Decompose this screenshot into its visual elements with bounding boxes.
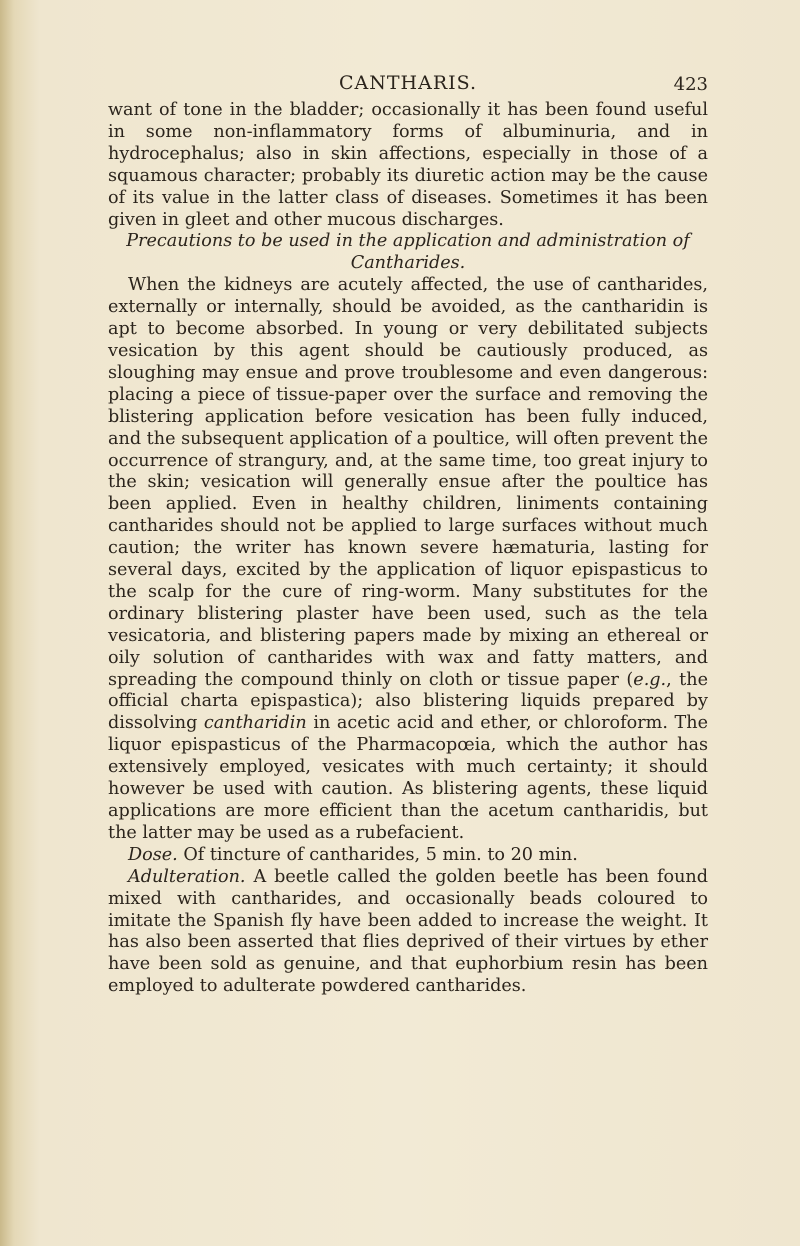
adulteration-text: A beetle called the golden beetle has been found mixed with cantharides, and occasionally beads coloured to imitate the Spanish fly have been added to increase the weight. It has also been asserted that flies deprived of their virtues by ether have been sold as genuine, and that euphorbium resin has been employed to adulterate powdered cantharides. [108, 866, 708, 997]
page-number: 423 [673, 74, 708, 95]
precautions-text-a: When the kidneys are acutely affected, the use of cantharides, externally or internally, should be avoided, as the cantharidin is apt to become absorbed. In young or very debilitated subjects vesication by this agent should be cautiously produced, as sloughing may ensue and prove troublesome and even dangerous: placing a piece of tissue-paper over the surface and removing the blistering application before vesication has been fully induced, and the subsequent application of a poultice, will often prevent the occurrence of strangury, and, at the same time, too great injury to the skin; vesication will generally ensue after the poultice has been applied. Even in healthy children, liniments containing cantharides should not be applied to large surfaces without much caution; the writer has known severe hæmaturia, lasting for several days, excited by the application of liquor epispasticus to the scalp for the cure of ring-worm. Many substitutes for the ordinary blistering plaster have been used, such as the tela vesicatoria, and blistering papers made by mixing an ethereal or oily solution of cantharides with wax and fatty matters, and spreading the compound thinly on cloth or tissue paper ( [108, 275, 708, 690]
adulteration-label: Adulteration. [128, 866, 246, 887]
cantharidin-term: cantharidin [203, 713, 307, 734]
precautions-text-b: , the official charta epispastica); also blistering liquids prepared by dissolving [108, 669, 708, 734]
paragraph-precautions [108, 275, 708, 845]
page-header [108, 72, 708, 102]
page-body [108, 100, 708, 998]
paragraph-continuation: want of tone in the bladder; occasionally it has been found useful in some non-inflammatory forms of albuminuria, and in hydrocephalus; also in skin affections, especially in those of a squamous character; probably its diuretic action may be the cause of its value in the latter class of diseases. Sometimes it has been given in gleet and other mucous discharges. [108, 100, 708, 230]
paragraph-dose [108, 845, 708, 867]
dose-label: Dose. [128, 844, 178, 865]
precautions-text-c: in acetic acid and ether, or chloroform. The liquor epispasticus of the Pharmacopœia, which the author has extensively employed, vesicates with much certainty; it should however be used with caution. As blistering agents, these liquid applications are more efficient than the acetum cantharidis, but the latter may be used as a rubefacient. [108, 713, 708, 843]
paragraph-adulteration [108, 867, 708, 998]
eg-abbrev: e.g. [633, 669, 667, 690]
section-heading: Precautions to be used in the application and administration of Cantharides. [126, 231, 690, 274]
dose-text: Of tincture of cantharides, 5 min. to 20 min. [177, 844, 578, 865]
running-head: CANTHARIS. [338, 72, 478, 94]
